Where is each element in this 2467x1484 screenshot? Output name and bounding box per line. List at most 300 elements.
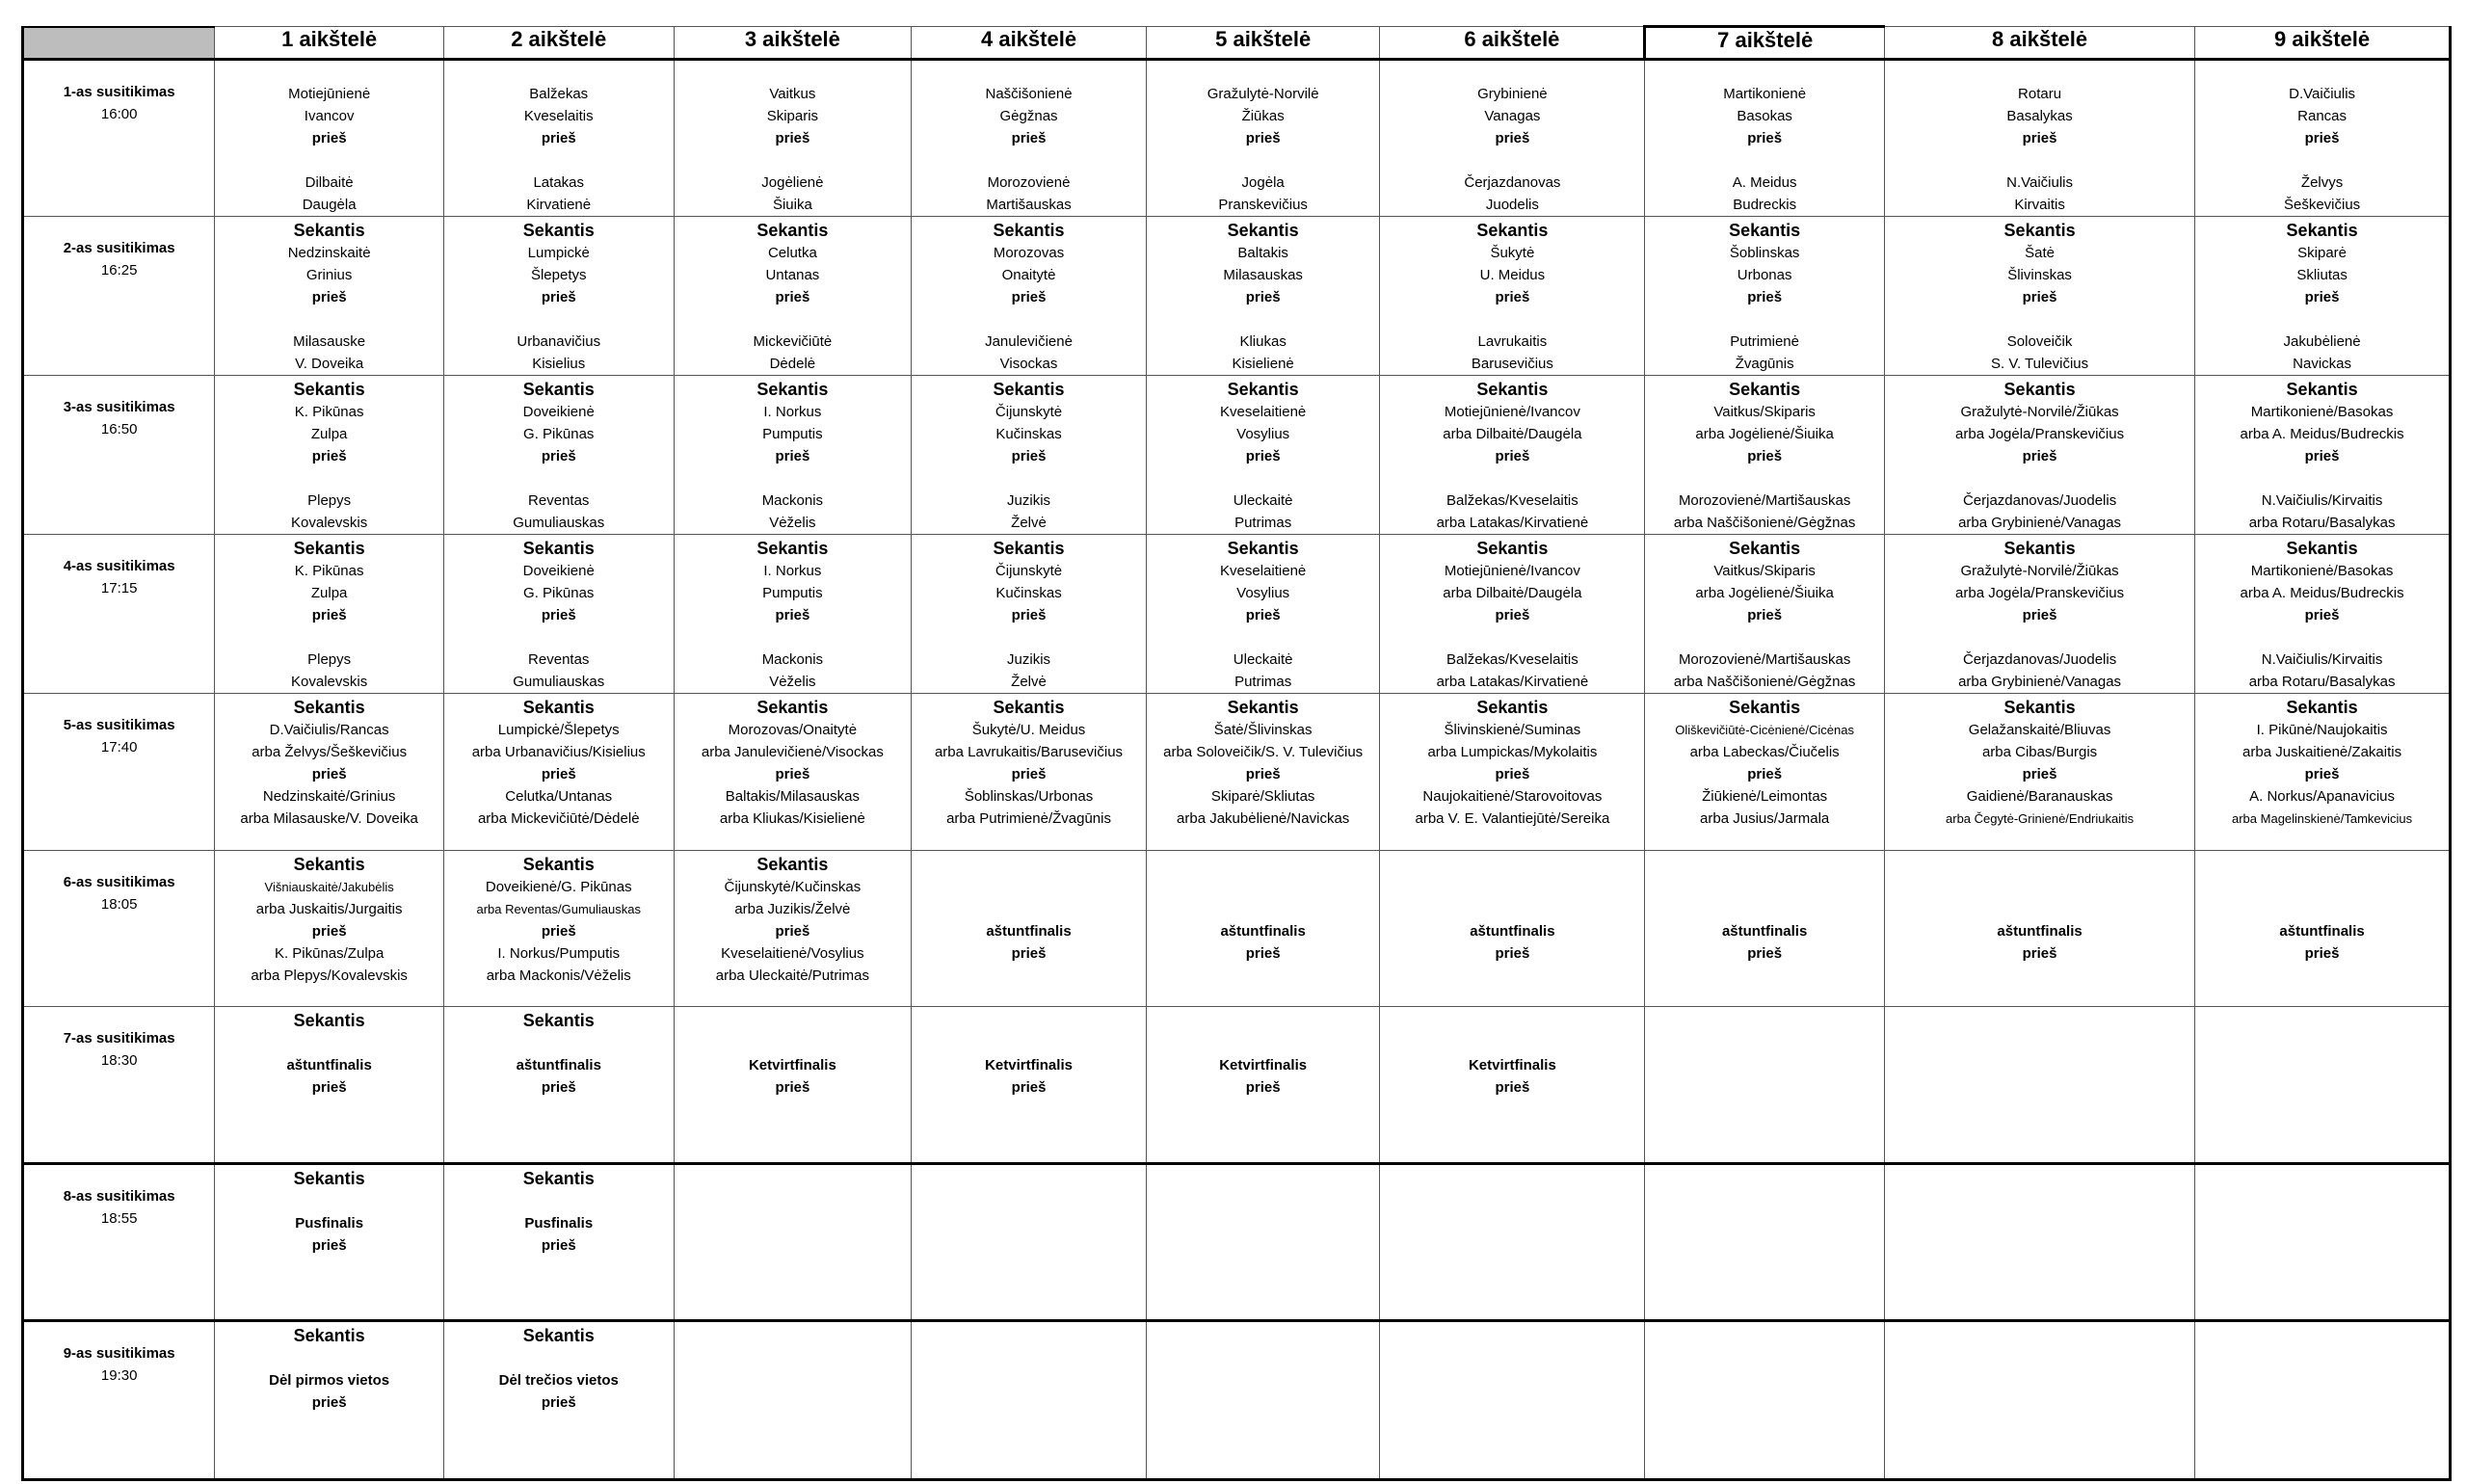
player-name: Navickas	[2293, 356, 2351, 372]
court-cell	[1884, 1007, 2194, 1164]
stage-label: Ketvirtfinalis	[1468, 1057, 1556, 1073]
court-header: 5 aikštelė	[1146, 27, 1380, 60]
vs-label: prieš	[2304, 766, 2340, 782]
court-cell	[215, 1007, 444, 1164]
spacer	[2195, 467, 2449, 490]
vs-label: prieš	[1747, 289, 1783, 305]
next-label: Sekantis	[293, 221, 365, 240]
match-time: 18:30	[100, 1052, 138, 1069]
match-row	[23, 1164, 2451, 1321]
next-label: Sekantis	[756, 855, 829, 874]
next-label: Sekantis	[522, 855, 595, 874]
player-name: arba Lumpickas/Mykolaitis	[1427, 744, 1598, 760]
player-name: Čerjazdanovas/Juodelis	[1962, 492, 2117, 509]
player-name: Pumputis	[762, 585, 823, 601]
vs-label: prieš	[2022, 289, 2057, 305]
spacer	[2195, 308, 2449, 331]
player-name: Kučinskas	[995, 585, 1062, 601]
player-name: Reventas	[528, 492, 590, 509]
spacer	[444, 63, 674, 83]
player-name: Morozovienė	[987, 174, 1071, 191]
court-cell	[2195, 1321, 2451, 1480]
court-cell	[1645, 1321, 1885, 1480]
next-label: Sekantis	[1227, 221, 1299, 240]
court-cell	[1884, 60, 2194, 217]
match-row	[23, 535, 2451, 694]
vs-label: prieš	[2022, 607, 2057, 623]
player-name: arba Labeckas/Čiučelis	[1689, 744, 1840, 760]
spacer	[1380, 898, 1644, 920]
stage-label: aštuntfinalis	[1470, 923, 1555, 940]
player-name: K. Pikūnas/Zulpa	[274, 945, 385, 962]
player-name: Šukytė/U. Meidus	[971, 722, 1086, 738]
court-cell	[674, 535, 912, 694]
player-name: G. Pikūnas	[523, 585, 595, 601]
court-cell	[1380, 217, 1645, 376]
court-header: 1 aikštelė	[215, 27, 444, 60]
match-title: 8-as susitikimas	[63, 1188, 175, 1205]
player-name: Motiejūnienė	[288, 86, 371, 102]
player-name: Nedzinskaitė	[287, 245, 371, 261]
vs-label: prieš	[1245, 1079, 1281, 1096]
vs-label: prieš	[2304, 289, 2340, 305]
vs-label: prieš	[1011, 448, 1047, 464]
match-time: 17:40	[100, 739, 138, 755]
match-title: 3-as susitikimas	[63, 399, 175, 415]
spacer	[912, 1032, 1146, 1054]
spacer	[675, 1009, 912, 1032]
next-label: Sekantis	[2003, 539, 2076, 558]
player-name: I. Norkus	[763, 404, 822, 420]
match-header	[23, 1164, 215, 1321]
court-cell	[674, 60, 912, 217]
court-cell	[674, 1007, 912, 1164]
spacer	[2195, 626, 2449, 649]
match-row	[23, 60, 2451, 217]
spacer	[1147, 63, 1380, 83]
player-name: Vėželis	[769, 674, 816, 690]
court-cell	[215, 376, 444, 535]
match-row	[23, 376, 2451, 535]
stage-label: aštuntfinalis	[986, 923, 1072, 940]
match-time: 18:05	[100, 896, 138, 913]
court-cell	[1645, 60, 1885, 217]
player-name: Višniauskaitė/Jakubėlis	[264, 880, 394, 894]
spacer	[912, 898, 1146, 920]
next-label: Sekantis	[756, 380, 829, 399]
player-name: Doveikienė/G. Pikūnas	[485, 879, 632, 895]
court-header: 9 aikštelė	[2195, 27, 2451, 60]
player-name: Balžekas	[529, 86, 589, 102]
player-name: Čerjazdanovas/Juodelis	[1962, 651, 2117, 668]
spacer	[1645, 853, 1884, 876]
stage-label: Ketvirtfinalis	[985, 1057, 1073, 1073]
next-label: Sekantis	[293, 1169, 365, 1188]
match-time: 16:25	[100, 262, 138, 278]
vs-label: prieš	[1011, 945, 1047, 962]
spacer	[1147, 898, 1380, 920]
next-label: Sekantis	[293, 1326, 365, 1345]
court-cell	[1884, 1321, 2194, 1480]
spacer	[2195, 149, 2449, 172]
vs-label: prieš	[1747, 448, 1783, 464]
player-name: arba Milasauske/V. Doveika	[240, 810, 418, 827]
vs-label: prieš	[2304, 945, 2340, 962]
player-name: arba Uleckaitė/Putrimas	[715, 967, 869, 984]
court-cell	[1380, 376, 1645, 535]
next-label: Sekantis	[1729, 698, 1801, 717]
court-cell	[443, 694, 674, 851]
court-cell	[1884, 376, 2194, 535]
player-name: Gelažanskaitė/Bliuvas	[1968, 722, 2111, 738]
next-label: Sekantis	[293, 1011, 365, 1030]
player-name: Grybinienė	[1477, 86, 1548, 102]
spacer	[2195, 853, 2449, 876]
vs-label: prieš	[311, 1079, 347, 1096]
player-name: arba V. E. Valantiejūtė/Sereika	[1415, 810, 1610, 827]
player-name: Jogėlienė	[761, 174, 824, 191]
next-label: Sekantis	[1227, 539, 1299, 558]
player-name: Daugėla	[302, 197, 357, 213]
match-header	[23, 535, 215, 694]
player-name: D.Vaičiulis/Rancas	[269, 722, 389, 738]
court-cell	[1146, 60, 1380, 217]
player-name: Uleckaitė	[1233, 651, 1293, 668]
next-label: Sekantis	[993, 221, 1065, 240]
court-cell	[1645, 851, 1885, 1007]
player-name: Lumpickė	[527, 245, 590, 261]
player-name: Mackonis	[761, 492, 824, 509]
player-name: Šukytė	[1490, 245, 1535, 261]
next-label: Sekantis	[2003, 221, 2076, 240]
spacer	[675, 467, 912, 490]
player-name: K. Pikūnas	[294, 404, 364, 420]
court-cell	[674, 376, 912, 535]
spacer	[444, 1032, 674, 1054]
spacer	[444, 149, 674, 172]
spacer	[1147, 1009, 1380, 1032]
player-name: N.Vaičiulis/Kirvaitis	[2261, 492, 2383, 509]
court-cell	[1884, 694, 2194, 851]
player-name: Zulpa	[310, 426, 348, 442]
court-header: 3 aikštelė	[674, 27, 912, 60]
next-label: Sekantis	[1729, 539, 1801, 558]
player-name: Celutka	[767, 245, 817, 261]
player-name: arba Želvys/Šeškevičius	[252, 744, 408, 760]
player-name: Basalykas	[2006, 108, 2073, 124]
match-title: 1-as susitikimas	[63, 84, 175, 100]
next-label: Sekantis	[2286, 539, 2358, 558]
player-name: Latakas	[533, 174, 585, 191]
court-cell	[215, 1164, 444, 1321]
court-cell	[1146, 376, 1380, 535]
match-time: 18:55	[100, 1210, 138, 1227]
spacer	[912, 308, 1146, 331]
player-name: Morozovienė/Martišauskas	[1678, 651, 1851, 668]
player-name: Milasauskas	[1223, 267, 1303, 283]
player-name: Žvagūnis	[1735, 356, 1794, 372]
vs-label: prieš	[1495, 1079, 1530, 1096]
court-cell	[1380, 1007, 1645, 1164]
spacer	[675, 149, 912, 172]
court-cell	[1380, 535, 1645, 694]
player-name: arba Cibas/Burgis	[1981, 744, 2098, 760]
spacer	[1147, 149, 1380, 172]
next-label: Sekantis	[756, 539, 829, 558]
player-name: Šeškevičius	[2283, 197, 2361, 213]
spacer	[1885, 149, 2194, 172]
player-name: Janulevičienė	[985, 333, 1073, 350]
player-name: Plepys	[307, 651, 352, 668]
player-name: Šoblinskas/Urbonas	[964, 788, 1094, 805]
spacer	[215, 149, 443, 172]
spacer	[1147, 853, 1380, 876]
spacer	[1645, 898, 1884, 920]
court-cell	[1146, 1007, 1380, 1164]
player-name: Ivancov	[304, 108, 355, 124]
player-name: Baltakis	[1237, 245, 1288, 261]
stage-label: Pusfinalis	[524, 1215, 594, 1232]
vs-label: prieš	[311, 923, 347, 940]
player-name: Kovalevskis	[291, 515, 368, 531]
player-name: Šlivinskienė/Suminas	[1444, 722, 1581, 738]
spacer	[1147, 1032, 1380, 1054]
court-cell	[912, 217, 1147, 376]
next-label: Sekantis	[293, 539, 365, 558]
vs-label: prieš	[541, 766, 576, 782]
player-name: arba Naščišonienė/Gėgžnas	[1673, 515, 1856, 531]
player-name: Vėželis	[769, 515, 816, 531]
court-cell	[215, 851, 444, 1007]
player-name: arba Kliukas/Kisielienė	[719, 810, 865, 827]
vs-label: prieš	[775, 448, 810, 464]
player-name: arba Dilbaitė/Daugėla	[1443, 426, 1582, 442]
vs-label: prieš	[2022, 130, 2057, 146]
player-name: Putrimas	[1234, 674, 1292, 690]
next-label: Sekantis	[2286, 698, 2358, 717]
player-name: Balžekas/Kveselaitis	[1446, 492, 1578, 509]
spacer	[912, 876, 1146, 898]
player-name: arba Latakas/Kirvatienė	[1436, 674, 1589, 690]
player-name: arba Urbanavičius/Kisielius	[471, 744, 646, 760]
court-cell	[443, 851, 674, 1007]
player-name: Gražulytė-Norvilė	[1207, 86, 1319, 102]
spacer	[2195, 898, 2449, 920]
vs-label: prieš	[2022, 945, 2057, 962]
player-name: Rotaru	[2018, 86, 2062, 102]
court-cell	[912, 1164, 1147, 1321]
player-name: Soloveičik	[2006, 333, 2073, 350]
player-name: arba Jogėla/Pranskevičius	[1955, 585, 2125, 601]
player-name: Žiūkienė/Leimontas	[1702, 788, 1828, 805]
player-name: Skiparė	[2297, 245, 2347, 261]
next-label: Sekantis	[2003, 380, 2076, 399]
vs-label: prieš	[1245, 607, 1281, 623]
player-name: arba Juzikis/Želvė	[734, 901, 851, 917]
spacer	[1885, 467, 2194, 490]
player-name: I. Norkus/Pumputis	[497, 945, 621, 962]
player-name: Kveselaitienė	[1220, 404, 1307, 420]
player-name: arba Lavrukaitis/Barusevičius	[934, 744, 1124, 760]
player-name: Pranskevičius	[1218, 197, 1308, 213]
vs-label: prieš	[775, 289, 810, 305]
next-label: Sekantis	[1476, 380, 1549, 399]
player-name: Reventas	[528, 651, 590, 668]
next-label: Sekantis	[1476, 221, 1549, 240]
court-cell	[1884, 217, 2194, 376]
vs-label: prieš	[2022, 448, 2057, 464]
court-cell	[215, 694, 444, 851]
player-name: Lumpickė/Šlepetys	[497, 722, 620, 738]
vs-label: prieš	[2304, 130, 2340, 146]
player-name: Onaitytė	[1001, 267, 1056, 283]
player-name: Martikonienė/Basokas	[2250, 404, 2394, 420]
vs-label: prieš	[1495, 289, 1530, 305]
court-cell	[1645, 694, 1885, 851]
court-cell	[912, 535, 1147, 694]
vs-label: prieš	[1011, 607, 1047, 623]
spacer	[215, 1190, 443, 1212]
player-name: Želvė	[1011, 515, 1047, 531]
spacer	[1380, 853, 1644, 876]
player-name: Kveselaitienė/Vosylius	[721, 945, 864, 962]
player-name: Čijunskytė	[995, 404, 1063, 420]
court-header: 8 aikštelė	[1884, 27, 2194, 60]
vs-label: prieš	[311, 1237, 347, 1254]
match-time: 16:50	[100, 421, 138, 437]
court-cell	[1645, 376, 1885, 535]
vs-label: prieš	[1245, 289, 1281, 305]
spacer	[215, 308, 443, 331]
vs-label: prieš	[311, 130, 347, 146]
spacer	[675, 626, 912, 649]
player-name: Šlepetys	[530, 267, 587, 283]
player-name: arba Plepys/Kovalevskis	[251, 967, 408, 984]
player-name: arba Naščišonienė/Gėgžnas	[1673, 674, 1856, 690]
next-label: Sekantis	[2286, 221, 2358, 240]
player-name: Basokas	[1737, 108, 1792, 124]
vs-label: prieš	[311, 448, 347, 464]
spacer	[215, 467, 443, 490]
vs-label: prieš	[1747, 130, 1783, 146]
player-name: Martikonienė	[1723, 86, 1807, 102]
court-cell	[1645, 217, 1885, 376]
player-name: Dėdelė	[769, 356, 816, 372]
court-cell	[674, 694, 912, 851]
player-name: K. Pikūnas	[294, 563, 364, 579]
player-name: Kisielienė	[1232, 356, 1294, 372]
court-cell	[674, 217, 912, 376]
player-name: Želvys	[2300, 174, 2344, 191]
player-name: Vosylius	[1236, 585, 1290, 601]
player-name: S. V. Tulevičius	[1990, 356, 2089, 372]
player-name: Putrimienė	[1730, 333, 1799, 350]
next-label: Sekantis	[293, 855, 365, 874]
match-title: 6-as susitikimas	[63, 874, 175, 890]
player-name: Oliškevičiūtė-Cicėnienė/Cicėnas	[1675, 723, 1854, 737]
spacer	[675, 1032, 912, 1054]
player-name: Budreckis	[1733, 197, 1797, 213]
next-label: Sekantis	[756, 698, 829, 717]
vs-label: prieš	[1495, 448, 1530, 464]
next-label: Sekantis	[293, 698, 365, 717]
spacer	[1380, 1009, 1644, 1032]
spacer	[2195, 63, 2449, 83]
player-name: Naujokaitienė/Starovoitovas	[1422, 788, 1603, 805]
player-name: Barusevičius	[1471, 356, 1553, 372]
player-name: arba Čegytė-Grinienė/Endriukaitis	[1946, 811, 2135, 826]
vs-label: prieš	[775, 766, 810, 782]
spacer	[1645, 876, 1884, 898]
player-name: Vaitkus/Skiparis	[1713, 563, 1816, 579]
spacer	[1645, 626, 1884, 649]
court-cell	[912, 60, 1147, 217]
match-row	[23, 217, 2451, 376]
player-name: Rancas	[2297, 108, 2347, 124]
player-name: Šiuika	[772, 197, 812, 213]
player-name: Motiejūnienė/Ivancov	[1444, 404, 1580, 420]
player-name: D.Vaičiulis	[2289, 86, 2356, 102]
court-cell	[443, 1164, 674, 1321]
player-name: arba Putrimienė/Žvagūnis	[946, 810, 1111, 827]
next-label: Sekantis	[1476, 539, 1549, 558]
player-name: Milasauske	[293, 333, 366, 350]
player-name: Jakubėlienė	[2283, 333, 2361, 350]
stage-label: aštuntfinalis	[1997, 923, 2082, 940]
player-name: Celutka/Untanas	[505, 788, 613, 805]
court-header: 2 aikštelė	[443, 27, 674, 60]
spacer	[444, 467, 674, 490]
player-name: Vosylius	[1236, 426, 1290, 442]
player-name: Naščišonienė	[985, 86, 1073, 102]
spacer	[1645, 467, 1884, 490]
player-name: Nedzinskaitė/Grinius	[262, 788, 396, 805]
player-name: U. Meidus	[1479, 267, 1546, 283]
player-name: Plepys	[307, 492, 352, 509]
next-label: Sekantis	[522, 1011, 595, 1030]
player-name: arba Grybinienė/Vanagas	[1958, 674, 2122, 690]
spacer	[1147, 467, 1380, 490]
court-cell	[2195, 694, 2451, 851]
spacer	[1645, 308, 1884, 331]
player-name: Doveikienė	[522, 404, 595, 420]
court-cell	[1146, 851, 1380, 1007]
schedule-table	[21, 25, 2452, 1481]
vs-label: prieš	[1245, 766, 1281, 782]
spacer	[1380, 308, 1644, 331]
court-cell	[2195, 851, 2451, 1007]
vs-label: prieš	[541, 130, 576, 146]
player-name: Morozovas	[993, 245, 1065, 261]
court-cell	[1645, 1164, 1885, 1321]
player-name: Gražulytė-Norvilė/Žiūkas	[1960, 404, 2119, 420]
vs-label: prieš	[541, 607, 576, 623]
court-cell	[674, 1321, 912, 1480]
player-name: Untanas	[765, 267, 820, 283]
court-cell	[2195, 1007, 2451, 1164]
player-name: arba Magelinskienė/Tamkevicius	[2232, 811, 2413, 826]
court-cell	[2195, 535, 2451, 694]
player-name: arba Juskaitis/Jurgaitis	[255, 901, 403, 917]
court-cell	[1645, 535, 1885, 694]
court-cell	[912, 376, 1147, 535]
spacer	[1645, 149, 1884, 172]
court-cell	[1380, 851, 1645, 1007]
vs-label: prieš	[311, 607, 347, 623]
spacer	[1147, 626, 1380, 649]
player-name: Gėgžnas	[999, 108, 1058, 124]
court-cell	[215, 217, 444, 376]
